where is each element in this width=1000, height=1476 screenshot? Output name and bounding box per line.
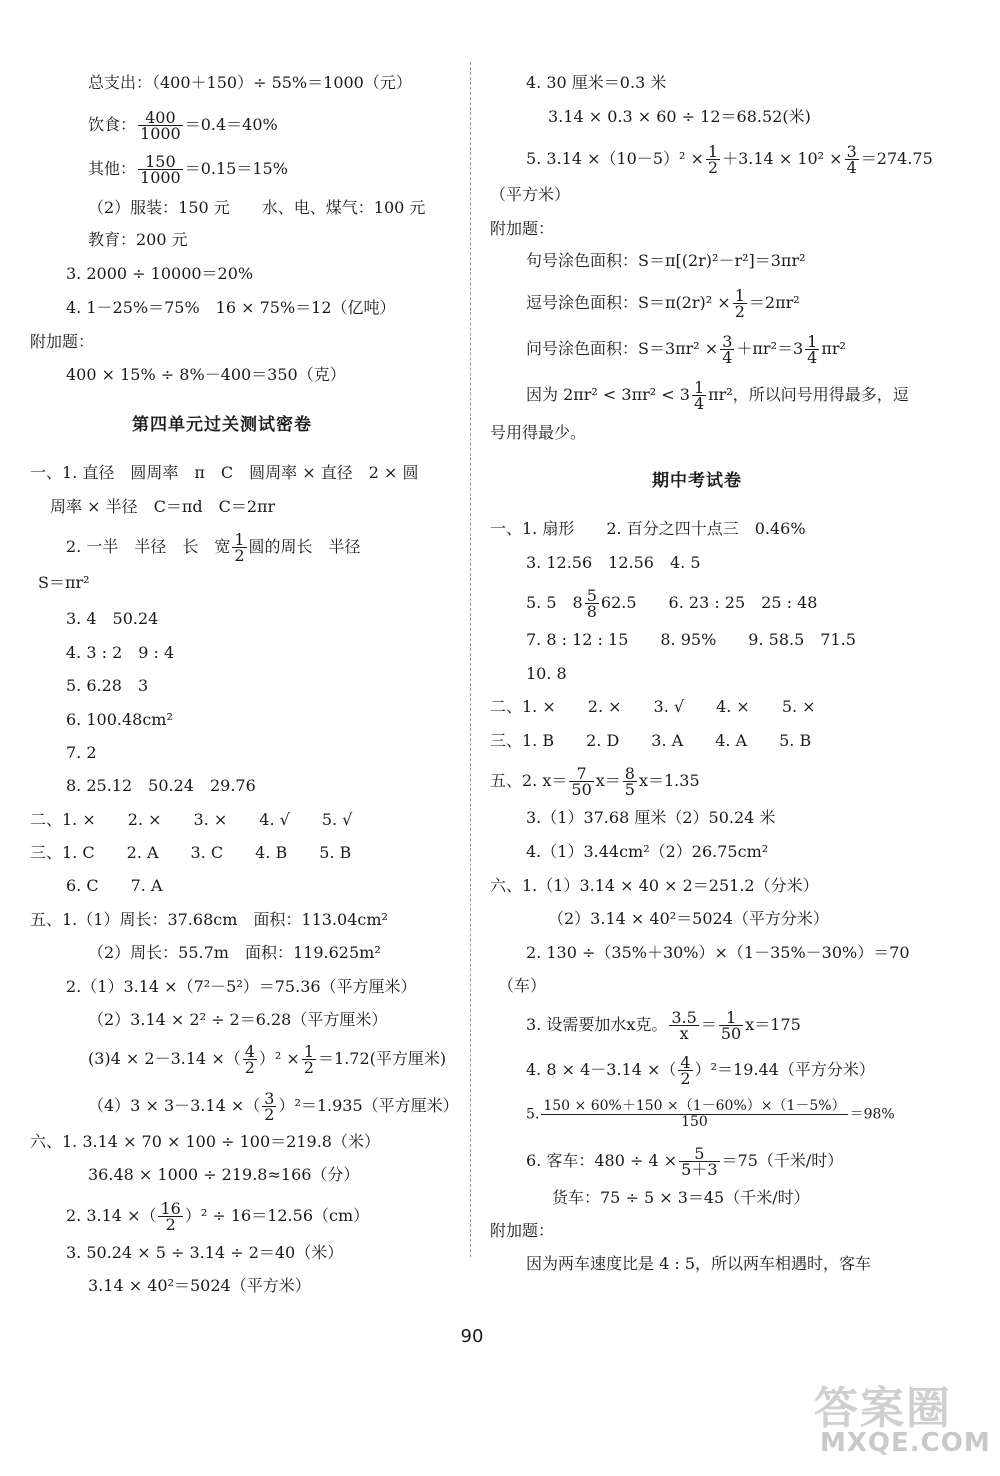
text-segment: x＝175 — [745, 1015, 801, 1034]
text-line: 二、1. × 2. × 3. √ 4. × 5. × — [490, 697, 816, 716]
formula-line — [526, 380, 909, 411]
text-line: 3.（1）37.68 厘米（2）50.24 米 — [526, 808, 776, 827]
fraction-denominator: 4 — [846, 158, 857, 177]
text-segment: (3)4 × 2－3.14 ×（ — [88, 1049, 241, 1068]
text-line: 总支出：（400＋150）÷ 55%＝1000（元） — [88, 73, 412, 92]
fraction-denominator: 1000 — [140, 168, 181, 187]
fraction-numerator: 400 — [138, 110, 183, 126]
formula-line — [526, 1099, 895, 1130]
formula-line — [526, 1146, 843, 1177]
text-line: 句号涂色面积：S＝π[(2r)²－r²]＝3πr² — [526, 251, 806, 270]
text-segment: ）² × — [258, 1049, 300, 1068]
text-segment: 6. 客车：480 ÷ 4 × — [526, 1151, 678, 1170]
fraction — [232, 532, 246, 563]
fraction — [623, 766, 637, 797]
fraction-denominator: 4 — [693, 394, 705, 413]
fraction-denominator: 50 — [720, 1024, 742, 1043]
text-line: 因为两车速度比是 4 : 5，所以两车相遇时，客车 — [526, 1254, 872, 1273]
fraction — [719, 1010, 743, 1041]
text-line: 三、1. C 2. A 3. C 4. B 5. B — [30, 843, 352, 862]
fraction — [302, 1044, 316, 1075]
text-line: 4. 1－25%＝75% 16 × 75%＝12（亿吨） — [66, 298, 396, 317]
fraction-numerator: 8 — [624, 764, 635, 783]
text-line: 6. 100.48cm² — [66, 710, 173, 729]
formula-line — [526, 1010, 801, 1041]
text-segment: （4）3 × 3－3.14 ×（ — [88, 1096, 261, 1115]
text-line: 7. 2 — [66, 743, 97, 762]
fraction-denominator: x — [679, 1024, 689, 1043]
fraction-denominator: 5 — [624, 780, 635, 799]
fraction-denominator: 2 — [707, 158, 719, 177]
fraction — [138, 110, 183, 141]
text-line: 2.（1）3.14 ×（7²－5²）＝75.36（平方厘米） — [66, 977, 417, 996]
section-label: 附加题： — [490, 1221, 555, 1240]
text-segment: 2. 一半 半径 长 宽 — [66, 537, 231, 556]
fraction — [706, 144, 720, 175]
text-line: 五、1.（1）周长：37.68cm 面积：113.04cm² — [30, 910, 388, 929]
fraction-numerator: 5 — [586, 586, 597, 605]
text-segment: 2. 3.14 ×（ — [66, 1206, 157, 1225]
text-line: （2）周长：55.7m 面积：119.625m² — [88, 943, 381, 962]
text-line: 一、1. 直径 圆周率 π C 圆周率 × 直径 2 × 圆 — [30, 463, 419, 482]
text-segment: πr²，所以问号用得最多，逗 — [708, 385, 909, 404]
formula-line — [526, 1055, 875, 1086]
text-line: 三、1. B 2. D 3. A 4. A 5. B — [490, 731, 812, 750]
formula-line — [526, 144, 933, 175]
text-line: 3. 2000 ÷ 10000＝20% — [66, 264, 254, 283]
text-segment: 因为 2πr² < 3πr² < 3 — [526, 385, 690, 404]
text-segment: 问号涂色面积：S＝3πr² × — [526, 339, 719, 358]
fraction — [805, 334, 819, 365]
fraction-denominator: 2 — [165, 1215, 176, 1234]
text-line: 六、1. 3.14 × 70 × 100 ÷ 100＝219.8（米） — [30, 1132, 380, 1151]
fraction-numerator: 1 — [693, 378, 705, 397]
fraction-denominator: 2 — [680, 1069, 691, 1088]
fraction-denominator: 8 — [586, 602, 597, 621]
fraction-numerator: 3 — [722, 332, 733, 351]
text-line: S＝πr² — [38, 573, 90, 592]
section-label: 附加题： — [30, 332, 95, 351]
text-line: 3.14 × 40²＝5024（平方米） — [88, 1276, 311, 1295]
fraction-denominator: 2 — [234, 546, 245, 565]
text-segment: ）² ÷ 16＝12.56（cm） — [184, 1206, 370, 1225]
text-line: 教育：200 元 — [88, 230, 188, 249]
text-line: 4. 3 : 2 9 : 4 — [66, 643, 175, 662]
text-line: 7. 8 : 12 : 15 8. 95% 9. 58.5 71.5 — [526, 630, 856, 649]
text-segment: 4. 8 × 4－3.14 ×（ — [526, 1060, 677, 1079]
text-segment: 逗号涂色面积：S＝π(2r)² × — [526, 293, 731, 312]
text-line: 货车：75 ÷ 5 × 3＝45（千米/时） — [552, 1188, 810, 1207]
text-line: 3. 4 50.24 — [66, 609, 159, 628]
fraction — [692, 380, 706, 411]
text-segment: ＝0.15＝15% — [184, 159, 288, 178]
fraction-denominator: 2 — [244, 1058, 255, 1077]
text-line: 4. 30 厘米＝0.3 米 — [526, 73, 667, 92]
text-line: （2）3.14 × 40²＝5024（平方分米） — [548, 909, 829, 928]
fraction-numerator: 7 — [569, 766, 593, 782]
formula-line — [88, 154, 288, 185]
text-segment: 圆的周长 半径 — [248, 537, 361, 556]
text-line: 号用得最少。 — [490, 423, 587, 442]
fraction-denominator: 5＋3 — [681, 1160, 718, 1179]
text-segment: 五、2. x＝ — [490, 771, 568, 790]
fraction-numerator: 3 — [846, 142, 857, 161]
fraction-denominator: 4 — [722, 348, 733, 367]
fraction-numerator: 4 — [680, 1053, 691, 1072]
text-segment: 5. 3.14 ×（10－5）² × — [526, 149, 704, 168]
fraction-numerator: 5 — [679, 1146, 719, 1162]
fraction-denominator: 2 — [264, 1105, 275, 1124]
section-label: 附加题： — [490, 219, 555, 238]
fraction-numerator: 4 — [244, 1042, 255, 1061]
fraction — [243, 1044, 257, 1075]
text-line: （车） — [498, 976, 547, 995]
text-line: 2. 130 ÷（35%＋30%）×（1－35%－30%）＝70 — [526, 943, 910, 962]
fraction-numerator: 3.5 — [671, 1008, 697, 1027]
formula-line — [88, 1091, 459, 1122]
section-title: 期中考试卷 — [652, 471, 742, 491]
text-segment: πr² — [821, 339, 846, 358]
fraction — [569, 766, 593, 797]
fraction-numerator: 1 — [719, 1010, 743, 1026]
fraction-numerator: 150 × 60%＋150 ×（1－60%）×（1－5%） — [543, 1098, 846, 1114]
formula-line — [526, 288, 800, 319]
text-line: 一、1. 扇形 2. 百分之四十点三 0.46% — [490, 519, 806, 538]
text-segment: 5. 5 8 — [526, 593, 583, 612]
text-line: 4.（1）3.44cm²（2）26.75cm² — [526, 842, 769, 861]
text-segment: ＝0.4＝40% — [184, 115, 278, 134]
text-segment: x＝ — [595, 771, 621, 790]
formula-line — [66, 1201, 369, 1232]
text-segment: ＝75（千米/时） — [721, 1151, 844, 1170]
fraction-numerator: 16 — [160, 1199, 181, 1218]
formula-line — [66, 532, 361, 563]
text-line: 5. 6.28 3 — [66, 676, 149, 695]
text-segment: ＝98% — [849, 1106, 895, 1123]
text-line: 3.14 × 0.3 × 60 ÷ 12＝68.52(米) — [548, 107, 811, 126]
text-segment: ＝274.75 — [860, 149, 933, 168]
text-segment: ＝ — [700, 1015, 717, 1034]
fraction — [262, 1091, 276, 1122]
fraction-denominator: 150 — [681, 1114, 708, 1130]
text-segment: ）²＝1.935（平方厘米） — [278, 1096, 459, 1115]
formula-line — [526, 334, 846, 365]
fraction-numerator: 1 — [807, 332, 818, 351]
fraction — [733, 288, 747, 319]
fraction-denominator: 4 — [807, 348, 818, 367]
fraction — [138, 154, 183, 185]
fraction — [669, 1010, 698, 1041]
text-line: 8. 25.12 50.24 29.76 — [66, 776, 256, 795]
text-segment: 饮食： — [88, 115, 137, 134]
text-line: （2）3.14 × 2² ÷ 2＝6.28（平方厘米） — [88, 1010, 388, 1029]
fraction — [158, 1201, 182, 1232]
fraction — [720, 334, 734, 365]
text-line: 周率 × 半径 C＝πd C＝2πr — [50, 497, 276, 516]
text-line: （2）服装：150 元 水、电、煤气：100 元 — [88, 198, 426, 217]
text-segment: ＝2πr² — [748, 293, 800, 312]
section-title: 第四单元过关测试密卷 — [132, 415, 312, 435]
text-line: 六、1.（1）3.14 × 40 × 2＝251.2（分米） — [490, 876, 819, 895]
text-segment: 62.5 6. 23 : 25 25 : 48 — [600, 593, 818, 612]
text-segment: ＋3.14 × 10² × — [722, 149, 843, 168]
fraction-numerator: 1 — [303, 1042, 315, 1061]
text-segment: ＋πr²＝3 — [736, 339, 804, 358]
fraction-denominator: 1000 — [140, 124, 181, 143]
fraction-denominator: 2 — [303, 1058, 315, 1077]
fraction-numerator: 3 — [264, 1089, 275, 1108]
text-line: 10. 8 — [526, 664, 567, 683]
watermark-title: 答案圈 — [814, 1383, 952, 1434]
fraction-numerator: 1 — [734, 286, 745, 305]
text-segment: 3. 设需要加水x克。 — [526, 1015, 668, 1034]
fraction — [845, 144, 859, 175]
fraction-numerator: 1 — [234, 530, 245, 549]
watermark-url: MXQE.COM — [820, 1428, 991, 1458]
text-segment: x＝1.35 — [638, 771, 700, 790]
fraction-denominator: 50 — [571, 780, 592, 799]
fraction — [678, 1055, 692, 1086]
text-line: 400 × 15% ÷ 8%－400＝350（克） — [66, 365, 346, 384]
text-line: 3. 50.24 × 5 ÷ 3.14 ÷ 2＝40（米） — [66, 1243, 344, 1262]
column-divider — [470, 62, 471, 1257]
fraction-denominator: 2 — [734, 302, 745, 321]
fraction — [541, 1099, 847, 1130]
text-segment: ＝1.72(平方厘米) — [318, 1049, 447, 1068]
fraction — [679, 1146, 719, 1177]
fraction — [585, 588, 599, 619]
text-line: （平方米） — [490, 185, 571, 204]
text-line: 36.48 × 1000 ÷ 219.8≈166（分） — [88, 1165, 360, 1184]
formula-line — [88, 1044, 446, 1075]
formula-line — [526, 588, 817, 619]
text-line: 3. 12.56 12.56 4. 5 — [526, 553, 701, 572]
formula-line — [490, 766, 700, 797]
text-segment: ）²＝19.44（平方分米） — [694, 1060, 875, 1079]
text-segment: 其他： — [88, 159, 137, 178]
page-number: 90 — [460, 1326, 484, 1347]
text-line: 6. C 7. A — [66, 876, 163, 895]
fraction-numerator: 1 — [707, 142, 719, 161]
text-line: 二、1. × 2. × 3. × 4. √ 5. √ — [30, 810, 353, 829]
formula-line — [88, 110, 278, 141]
text-segment: 5. — [526, 1106, 540, 1123]
fraction-numerator: 150 — [138, 154, 183, 170]
watermark-logo — [814, 1372, 991, 1464]
